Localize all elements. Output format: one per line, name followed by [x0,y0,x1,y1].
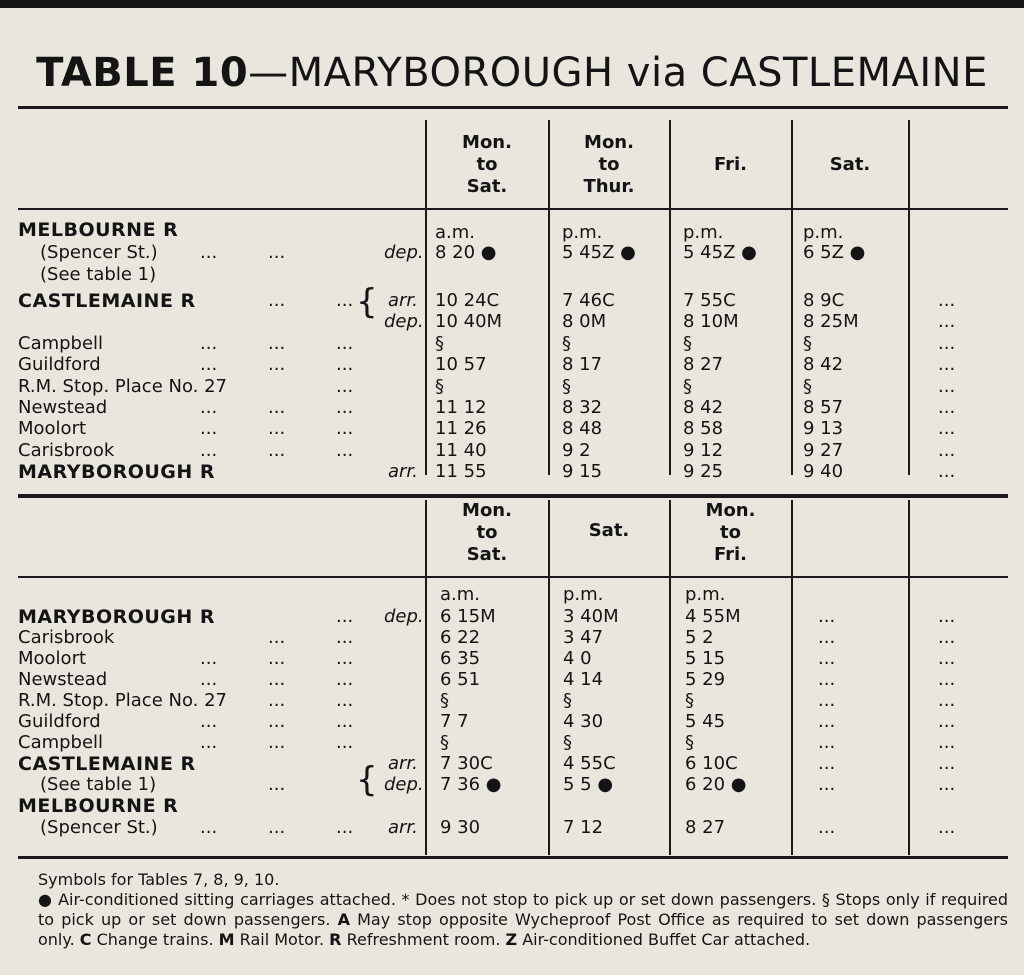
up-row [0,219,1024,241]
station-name: CASTLEMAINE R [18,753,196,775]
time-cell: 6 22 [440,627,481,648]
time-cell: § [562,333,571,354]
time-cell: § [562,376,571,397]
rule-down-header [18,576,1008,578]
legend-text: Refreshment room. [341,930,506,949]
time-cell: 6 20 ● [685,774,747,795]
time-cell: 9 40 [803,461,844,482]
down-row [0,795,1024,817]
time-cell: p.m. [683,222,724,243]
legend-symbol: M [218,930,235,949]
leader-dots: ... [268,648,286,669]
station-name: Moolort [18,418,87,439]
time-cell: 4 55M [685,606,741,627]
time-cell: ... [938,418,956,439]
time-cell: 9 13 [803,418,844,439]
time-cell: § [563,732,572,753]
down-header-mon-fri: Mon. to Fri. [705,500,756,565]
time-cell: 7 12 [563,817,604,838]
station-name: Guildford [18,354,101,375]
arr-dep-label: arr. [388,753,418,774]
down-castlemaine-brace-row [0,760,1024,800]
time-cell: 7 30C [440,753,493,774]
down-row [0,584,1024,606]
time-cell: § [683,376,692,397]
leader-dots: ... [200,418,218,439]
time-cell: 8 17 [562,354,603,375]
time-cell: ... [938,774,956,795]
time-cell: 8 48 [562,418,603,439]
time-cell: 9 25 [683,461,724,482]
legend-symbol: C [79,930,92,949]
time-cell: ... [938,354,956,375]
legend-text: Rail Motor. [234,930,330,949]
time-cell: 5 15 [685,648,726,669]
time-cell: 11 55 [435,461,487,482]
leader-dots: ... [268,440,286,461]
time-cell: § [440,690,449,711]
rule-bottom [18,856,1008,859]
time-cell: 10 40M [435,311,503,332]
time-cell: ... [938,333,956,354]
leader-dots: ... [268,669,286,690]
down-header-sat: Sat. [588,520,630,541]
up-row [0,333,1024,355]
time-cell: § [435,333,444,354]
time-cell: § [803,333,812,354]
time-cell: 8 57 [803,397,844,418]
time-cell: 5 29 [685,669,726,690]
station-name: Newstead [18,669,108,690]
time-cell: ... [818,753,836,774]
up-header-sat: Sat. [829,154,871,175]
leader-dots: ... [268,290,286,311]
down-row [0,606,1024,628]
time-cell: ... [938,669,956,690]
time-cell: § [803,376,812,397]
leader-dots: ... [336,354,354,375]
time-cell: 5 2 [685,627,714,648]
time-cell: 11 40 [435,440,487,461]
title-route: —MARYBOROUGH via CASTLEMAINE [248,50,988,96]
time-cell: ... [938,690,956,711]
time-cell: ... [818,627,836,648]
time-cell: 8 27 [683,354,724,375]
leader-dots: ... [336,690,354,711]
arr-dep-label: dep. [384,242,424,263]
leader-dots: ... [336,418,354,439]
time-cell: ... [938,606,956,627]
symbols-footer [38,870,1008,950]
station-name: MARYBOROUGH R [18,606,216,628]
time-cell: ... [938,732,956,753]
arr-dep-label: dep. [384,311,424,332]
brace-icon: { [356,760,378,800]
leader-dots: ... [336,648,354,669]
up-header-mon-sat: Mon. to Sat. [462,132,512,197]
up-header-mon-thur: Mon. to Thur. [583,132,635,197]
time-cell: 4 0 [563,648,592,669]
time-cell: ... [818,669,836,690]
station-name: R.M. Stop. Place No. 27 [18,376,228,397]
time-cell: a.m. [435,222,476,243]
time-cell: 9 12 [683,440,724,461]
time-cell: ... [818,817,836,838]
station-name: (See table 1) [40,774,157,795]
time-cell: ... [938,711,956,732]
station-name: Campbell [18,333,104,354]
leader-dots: ... [200,669,218,690]
symbols-heading: Symbols for Tables 7, 8, 9, 10. [38,870,280,889]
down-row [0,690,1024,712]
up-row [0,311,1024,333]
time-cell: 4 14 [563,669,604,690]
legend-symbol: R [329,930,342,949]
time-cell: ... [938,440,956,461]
leader-dots: ... [200,817,218,838]
down-row [0,627,1024,649]
time-cell: ... [938,397,956,418]
time-cell: p.m. [563,584,604,605]
time-cell: 9 15 [562,461,603,482]
brace-icon: { [356,282,378,322]
time-cell: 8 20 ● [435,242,497,263]
time-cell: 6 51 [440,669,481,690]
station-name: Campbell [18,732,104,753]
leader-dots: ... [336,627,354,648]
leader-dots: ... [200,440,218,461]
time-cell: 3 40M [563,606,619,627]
legend-text: Change trains. [91,930,219,949]
down-header-mon-sat: Mon. to Sat. [462,500,512,565]
leader-dots: ... [336,376,354,397]
time-cell: 8 10M [683,311,739,332]
time-cell: § [440,732,449,753]
station-name: (Spencer St.) [40,242,158,263]
time-cell: ... [818,711,836,732]
time-cell: 9 30 [440,817,481,838]
time-cell: ... [938,461,956,482]
time-cell: 4 30 [563,711,604,732]
leader-dots: ... [268,817,286,838]
leader-dots: ... [336,397,354,418]
leader-dots: ... [200,333,218,354]
time-cell: ... [818,606,836,627]
rule-section-divider [18,494,1008,498]
time-cell: 6 35 [440,648,481,669]
symbols-legend [38,890,1008,950]
leader-dots: ... [268,774,286,795]
top-border [0,0,1024,8]
time-cell: 3 47 [563,627,604,648]
time-cell: 11 12 [435,397,487,418]
leader-dots: ... [336,732,354,753]
leader-dots: ... [268,242,286,263]
leader-dots: ... [336,817,354,838]
station-name: (Spencer St.) [40,817,158,838]
leader-dots: ... [200,648,218,669]
up-row [0,397,1024,419]
legend-text: Air-conditioned Buffet Car attached. [517,930,811,949]
time-cell: 5 5 ● [563,774,614,795]
leader-dots: ... [336,290,354,311]
time-cell: ... [938,648,956,669]
leader-dots: ... [268,418,286,439]
up-row [0,461,1024,483]
leader-dots: ... [268,354,286,375]
leader-dots: ... [336,333,354,354]
rule-up-header [18,208,1008,210]
time-cell: 8 42 [683,397,724,418]
time-cell: 8 32 [562,397,603,418]
up-row [0,242,1024,264]
station-name: MELBOURNE R [18,795,179,817]
time-cell: ... [938,753,956,774]
station-name: MARYBOROUGH R [18,461,216,483]
time-cell: § [435,376,444,397]
up-header-fri: Fri. [713,154,748,175]
leader-dots: ... [268,627,286,648]
station-name: MELBOURNE R [18,219,179,241]
page-title [0,50,1024,96]
up-row [0,418,1024,440]
time-cell: 6 5Z ● [803,242,866,263]
down-row [0,648,1024,670]
station-name: (See table 1) [40,264,157,285]
time-cell: ... [818,648,836,669]
time-cell: 8 42 [803,354,844,375]
leader-dots: ... [336,711,354,732]
station-name: R.M. Stop. Place No. 27 [18,690,228,711]
time-cell: 11 26 [435,418,487,439]
time-cell: ... [818,774,836,795]
arr-dep-label: arr. [388,817,418,838]
time-cell: 9 2 [562,440,591,461]
leader-dots: ... [268,711,286,732]
time-cell: § [685,732,694,753]
leader-dots: ... [268,690,286,711]
station-name: CASTLEMAINE R [18,290,196,312]
down-row [0,817,1024,839]
station-name: Moolort [18,648,87,669]
time-cell: p.m. [685,584,726,605]
time-cell: § [563,690,572,711]
time-cell: a.m. [440,584,481,605]
leader-dots: ... [336,606,354,627]
time-cell: ... [938,290,956,311]
leader-dots: ... [200,397,218,418]
time-cell: 4 55C [563,753,616,774]
time-cell: 8 0M [562,311,607,332]
time-cell: p.m. [803,222,844,243]
leader-dots: ... [200,354,218,375]
time-cell: ... [938,817,956,838]
station-name: Carisbrook [18,627,115,648]
time-cell: § [683,333,692,354]
time-cell: 6 10C [685,753,738,774]
leader-dots: ... [200,732,218,753]
arr-dep-label: dep. [384,774,424,795]
time-cell: 9 27 [803,440,844,461]
title-table-number: TABLE 10 [36,50,249,96]
time-cell: 7 46C [562,290,615,311]
leader-dots: ... [336,440,354,461]
leader-dots: ... [336,669,354,690]
arr-dep-label: dep. [384,606,424,627]
up-row [0,354,1024,376]
time-cell: 5 45 [685,711,726,732]
time-cell: 8 25M [803,311,859,332]
rule-top [18,106,1008,109]
up-row [0,440,1024,462]
time-cell: ... [938,311,956,332]
time-cell: 8 27 [685,817,726,838]
station-name: Guildford [18,711,101,732]
time-cell: ... [818,690,836,711]
legend-symbol: A [337,910,350,929]
time-cell: p.m. [562,222,603,243]
time-cell: 8 9C [803,290,845,311]
time-cell: 7 7 [440,711,469,732]
time-cell: 6 15M [440,606,496,627]
time-cell: 8 58 [683,418,724,439]
leader-dots: ... [268,397,286,418]
time-cell: 10 24C [435,290,500,311]
leader-dots: ... [268,732,286,753]
station-name: Newstead [18,397,108,418]
time-cell: 5 45Z ● [562,242,636,263]
time-cell: 7 36 ● [440,774,502,795]
legend-symbol: Z [505,930,518,949]
down-row [0,669,1024,691]
leader-dots: ... [200,711,218,732]
leader-dots: ... [268,333,286,354]
time-cell: ... [938,627,956,648]
arr-dep-label: arr. [388,461,418,482]
time-cell: 10 57 [435,354,487,375]
time-cell: ... [818,732,836,753]
legend-text: ● Air-conditioned sitting carriages attached. * Does not stop to pick up or set down passengers. § Stops only if required to pick up or set down passengers. [38,890,1008,929]
up-row [0,264,1024,286]
station-name: Carisbrook [18,440,115,461]
time-cell: 7 55C [683,290,736,311]
down-row [0,711,1024,733]
arr-dep-label: arr. [388,290,418,311]
legend-text: May stop opposite Wycheproof Post Office as required to set down passengers only. [38,910,1009,949]
leader-dots: ... [200,242,218,263]
time-cell: 5 45Z ● [683,242,757,263]
down-row [0,732,1024,754]
up-row [0,376,1024,398]
time-cell: § [685,690,694,711]
time-cell: ... [938,376,956,397]
